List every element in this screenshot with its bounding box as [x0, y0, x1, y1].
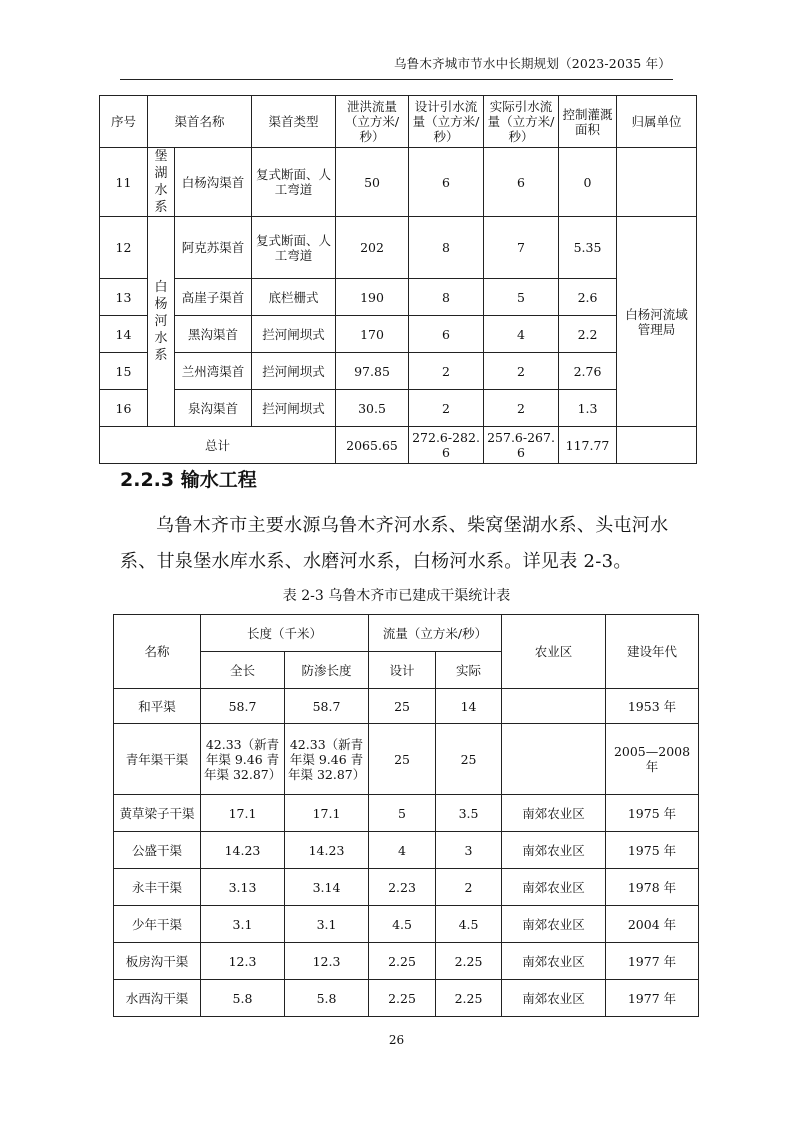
cell-zone: 南郊农业区: [502, 869, 606, 906]
col-header: 泄洪流量（立方米/秒）: [336, 96, 409, 148]
cell-unit: 白杨河流域管理局: [617, 217, 697, 427]
cell-seepage: 5.8: [285, 980, 369, 1017]
headworks-table: [99, 95, 697, 464]
cell-total: 17.1: [201, 795, 285, 832]
cell-type: 拦河闸坝式: [252, 316, 336, 353]
cell-zone: 南郊农业区: [502, 906, 606, 943]
cell-name: 白杨沟渠首: [175, 148, 252, 217]
cell-seepage: 42.33（新青年渠 9.46 青年渠 32.87）: [285, 724, 369, 795]
col-header-length-seepage: 防渗长度: [285, 652, 369, 689]
system-label: 白杨河水系: [154, 280, 168, 363]
page-number: 26: [388, 1033, 405, 1047]
cell-name: 板房沟干渠: [114, 943, 201, 980]
cell-no: 12: [100, 217, 148, 279]
cell-design: 25: [369, 689, 436, 724]
cell-flood: 30.5: [336, 390, 409, 427]
cell-name: 公盛干渠: [114, 832, 201, 869]
total-label: 总计: [100, 427, 336, 464]
total-unit: [617, 427, 697, 464]
system-label: 堡湖水系: [154, 149, 168, 215]
table-row: [100, 390, 697, 427]
cell-system: [148, 148, 175, 217]
total-design: 272.6-282.6: [409, 427, 484, 464]
cell-zone: 南郊农业区: [502, 795, 606, 832]
cell-zone: [502, 724, 606, 795]
table-row: [114, 869, 699, 906]
cell-design: 2.25: [369, 980, 436, 1017]
cell-area: 2.6: [559, 279, 617, 316]
cell-zone: [502, 689, 606, 724]
table-row: [114, 906, 699, 943]
cell-design: 8: [409, 279, 484, 316]
col-header-length-total: 全长: [201, 652, 285, 689]
table-caption: 表 2-3 乌鲁木齐市已建成干渠统计表: [282, 588, 511, 604]
cell-actual: 2: [484, 353, 559, 390]
cell-total: 3.1: [201, 906, 285, 943]
body-paragraph: 乌鲁木齐市主要水源乌鲁木齐河水系、柴窝堡湖水系、头屯河水系、甘泉堡水库水系、水磨河水系，白杨河水系。详见表 2-3。: [120, 515, 669, 572]
cell-seepage: 12.3: [285, 943, 369, 980]
table-row: [114, 980, 699, 1017]
cell-actual: 2.25: [436, 943, 502, 980]
cell-flood: 170: [336, 316, 409, 353]
table-row: [114, 943, 699, 980]
table-row: [100, 279, 697, 316]
cell-type: 复式断面、人工弯道: [252, 148, 336, 217]
table-row: [114, 795, 699, 832]
col-header: 实际引水流量（立方米/秒）: [484, 96, 559, 148]
cell-name: 黄草梁子干渠: [114, 795, 201, 832]
total-actual: 257.6-267.6: [484, 427, 559, 464]
total-area: 117.77: [559, 427, 617, 464]
cell-name: 高崖子渠首: [175, 279, 252, 316]
cell-year: 2004 年: [606, 906, 699, 943]
cell-actual: 14: [436, 689, 502, 724]
cell-design: 2: [409, 353, 484, 390]
total-flood: 2065.65: [336, 427, 409, 464]
cell-design: 5: [369, 795, 436, 832]
table-row: [114, 689, 699, 724]
table-total-row: [100, 427, 697, 464]
col-header: 序号: [100, 96, 148, 148]
cell-seepage: 58.7: [285, 689, 369, 724]
cell-total: 5.8: [201, 980, 285, 1017]
cell-actual: 2: [484, 390, 559, 427]
cell-name: 兰州湾渠首: [175, 353, 252, 390]
cell-seepage: 17.1: [285, 795, 369, 832]
running-header: 乌鲁木齐城市节水中长期规划（2023-2035 年）: [393, 56, 671, 71]
cell-total: 14.23: [201, 832, 285, 869]
table-row: [100, 217, 697, 279]
cell-name: 少年干渠: [114, 906, 201, 943]
section-heading: 2.2.3 输水工程: [120, 469, 257, 491]
col-header-year: 建设年代: [606, 615, 699, 689]
cell-area: 1.3: [559, 390, 617, 427]
cell-type: 复式断面、人工弯道: [252, 217, 336, 279]
cell-name: 阿克苏渠首: [175, 217, 252, 279]
cell-name: 青年渠干渠: [114, 724, 201, 795]
table-row: [100, 353, 697, 390]
cell-actual: 4: [484, 316, 559, 353]
table-row: [114, 724, 699, 795]
cell-year: 1975 年: [606, 795, 699, 832]
col-header-name: 名称: [114, 615, 201, 689]
col-header-flow: 流量（立方米/秒）: [369, 615, 502, 652]
cell-zone: 南郊农业区: [502, 832, 606, 869]
col-header: 渠首类型: [252, 96, 336, 148]
cell-name: 和平渠: [114, 689, 201, 724]
cell-design: 6: [409, 148, 484, 217]
cell-no: 13: [100, 279, 148, 316]
cell-design: 8: [409, 217, 484, 279]
col-header-zone: 农业区: [502, 615, 606, 689]
cell-total: 58.7: [201, 689, 285, 724]
cell-seepage: 3.14: [285, 869, 369, 906]
cell-design: 4: [369, 832, 436, 869]
cell-system: [148, 217, 175, 427]
cell-year: 1977 年: [606, 943, 699, 980]
cell-design: 6: [409, 316, 484, 353]
header-rule: [120, 79, 673, 80]
cell-total: 3.13: [201, 869, 285, 906]
cell-seepage: 3.1: [285, 906, 369, 943]
cell-total: 42.33（新青年渠 9.46 青年渠 32.87）: [201, 724, 285, 795]
cell-actual: 4.5: [436, 906, 502, 943]
cell-type: 底栏栅式: [252, 279, 336, 316]
cell-actual: 7: [484, 217, 559, 279]
cell-type: 拦河闸坝式: [252, 390, 336, 427]
table-row: [100, 148, 697, 217]
cell-no: 16: [100, 390, 148, 427]
col-header: 设计引水流量（立方米/秒）: [409, 96, 484, 148]
cell-actual: 6: [484, 148, 559, 217]
table-header-row: [100, 96, 697, 148]
cell-name: 黑沟渠首: [175, 316, 252, 353]
cell-flood: 97.85: [336, 353, 409, 390]
cell-area: 0: [559, 148, 617, 217]
cell-total: 12.3: [201, 943, 285, 980]
col-header-length: 长度（千米）: [201, 615, 369, 652]
table-header-row: [114, 615, 699, 652]
cell-design: 2: [409, 390, 484, 427]
cell-actual: 5: [484, 279, 559, 316]
cell-actual: 25: [436, 724, 502, 795]
col-header: 归属单位: [617, 96, 697, 148]
cell-unit: [617, 148, 697, 217]
cell-design: 25: [369, 724, 436, 795]
cell-flood: 202: [336, 217, 409, 279]
cell-year: 2005—2008 年: [606, 724, 699, 795]
cell-flood: 50: [336, 148, 409, 217]
cell-seepage: 14.23: [285, 832, 369, 869]
cell-flood: 190: [336, 279, 409, 316]
cell-year: 1977 年: [606, 980, 699, 1017]
cell-actual: 2: [436, 869, 502, 906]
table-row: [100, 316, 697, 353]
cell-design: 4.5: [369, 906, 436, 943]
cell-no: 14: [100, 316, 148, 353]
cell-no: 11: [100, 148, 148, 217]
cell-year: 1975 年: [606, 832, 699, 869]
cell-design: 2.23: [369, 869, 436, 906]
cell-zone: 南郊农业区: [502, 943, 606, 980]
cell-zone: 南郊农业区: [502, 980, 606, 1017]
cell-actual: 3: [436, 832, 502, 869]
cell-actual: 2.25: [436, 980, 502, 1017]
cell-type: 拦河闸坝式: [252, 353, 336, 390]
cell-name: 永丰干渠: [114, 869, 201, 906]
cell-design: 2.25: [369, 943, 436, 980]
cell-year: 1978 年: [606, 869, 699, 906]
col-header-flow-actual: 实际: [436, 652, 502, 689]
col-header: 控制灌溉面积: [559, 96, 617, 148]
col-header: 渠首名称: [148, 96, 252, 148]
table-row: [114, 832, 699, 869]
cell-year: 1953 年: [606, 689, 699, 724]
canal-table: [113, 614, 699, 1017]
cell-no: 15: [100, 353, 148, 390]
cell-actual: 3.5: [436, 795, 502, 832]
cell-area: 2.76: [559, 353, 617, 390]
cell-area: 5.35: [559, 217, 617, 279]
cell-area: 2.2: [559, 316, 617, 353]
cell-name: 泉沟渠首: [175, 390, 252, 427]
cell-name: 水西沟干渠: [114, 980, 201, 1017]
col-header-flow-design: 设计: [369, 652, 436, 689]
